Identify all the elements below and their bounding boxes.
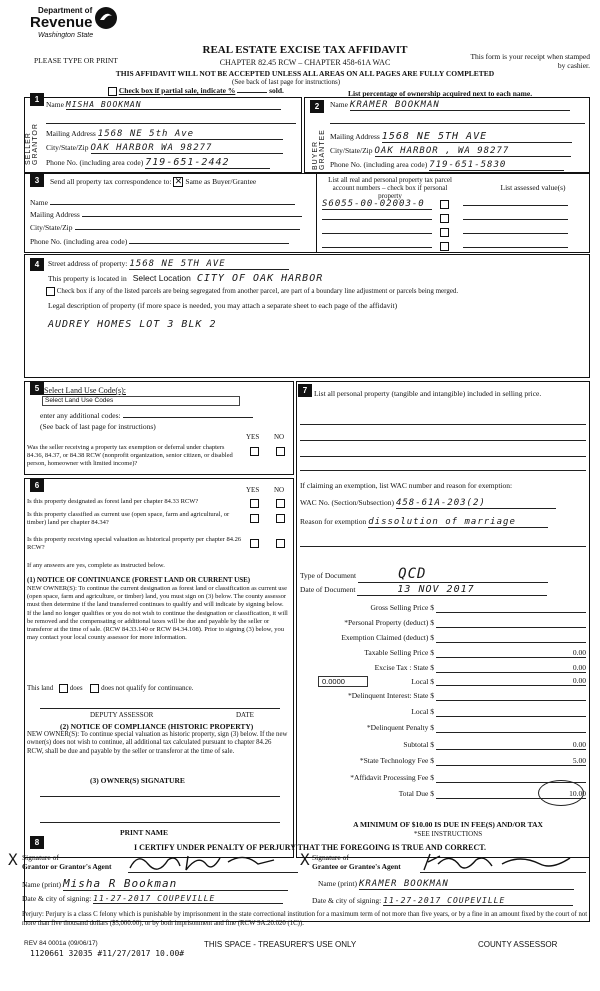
parcel-number[interactable]: S6055-00-02003-0 xyxy=(322,199,432,210)
wac-label: WAC No. (Section/Subsection) xyxy=(300,498,394,507)
parcel-number-4[interactable] xyxy=(322,240,432,248)
corr-mailing-field[interactable] xyxy=(82,209,302,217)
owner-signature-line[interactable] xyxy=(40,796,280,797)
grantee-sig-line2: Grantee or Grantee's Agent xyxy=(312,862,401,871)
grantor-date-label: Date & city of signing: xyxy=(22,894,92,903)
grantor-sig-line2: Grantor or Grantor's Agent xyxy=(22,862,112,871)
see-instructions: *SEE INSTRUCTIONS xyxy=(413,830,483,838)
claiming-label: If claiming an exemption, list WAC number and reason for exemption: xyxy=(300,481,513,490)
grantee-name-label: Name (print) xyxy=(318,879,357,888)
grantor-x-mark: X xyxy=(8,850,19,869)
seller-city-value[interactable]: OAK HARBOR WA 98277 xyxy=(91,143,283,154)
located-label: This property is located in xyxy=(48,274,127,283)
seller-name-value[interactable]: MISHA BOOKMAN xyxy=(66,100,281,110)
wac-value[interactable]: 458-61A-203(2) xyxy=(396,498,556,509)
q2-yes-checkbox[interactable] xyxy=(250,514,259,523)
local-value[interactable]: 0.00 xyxy=(436,676,586,686)
located-row xyxy=(48,273,323,284)
grantor-signature-label xyxy=(8,850,112,871)
grantor-signature[interactable] xyxy=(128,850,278,874)
doc-date-row xyxy=(300,584,547,596)
seller-phone-row xyxy=(46,157,296,169)
does-not-label: does not qualify for continuance. xyxy=(101,684,194,693)
seller-mailing-row xyxy=(46,129,296,140)
total-label: Total Due $ xyxy=(398,789,434,798)
s5-yes-label: YES xyxy=(246,433,260,441)
doc-type-label: Type of Document xyxy=(300,571,357,580)
deputy-label: DEPUTY ASSESSOR xyxy=(90,711,154,719)
buyer-city-label: City/State/Zip xyxy=(330,146,373,155)
land-use-see-back: (See back of last page for instructions) xyxy=(40,422,156,431)
buyer-mailing-row xyxy=(330,131,585,143)
seller-phone-label: Phone No. (including area code) xyxy=(46,158,144,167)
segregated-checkbox[interactable] xyxy=(46,287,55,296)
s6-q3: Is this property receiving special valuation as historical property per chapter 84.26 RCW? xyxy=(27,536,242,551)
located-value: CITY OF OAK HARBOR xyxy=(196,273,324,284)
doc-date-value[interactable]: 13 NOV 2017 xyxy=(357,584,547,596)
notice1-title: (1) NOTICE OF CONTINUANCE (FOREST LAND OR CURRENT USE) xyxy=(27,576,251,584)
grantor-sig-line1: Signature of xyxy=(22,853,59,862)
perjury-note: Perjury: Perjury is a class C felony which is punishable by imprisonment in the state correctional institution for a maximum term of not more than five years, or by a fine in an amount fixed by the court of not more than five thousand dollars ($5,000.00), or by both imprisonment and fine (RCW 9A.20.020 (1C)). xyxy=(22,911,588,927)
revenue-swirl-icon xyxy=(94,6,118,30)
print-name-line[interactable] xyxy=(40,822,280,823)
street-row xyxy=(48,259,289,270)
form-warning: THIS AFFIDAVIT WILL NOT BE ACCEPTED UNLESS ALL AREAS ON ALL PAGES ARE FULLY COMPLETED xyxy=(115,69,495,78)
segregated-label: Check box if any of the listed parcels are being segregated from another parcel, are part of a boundary line adjustment or parcels being merged. xyxy=(56,287,459,296)
exemption-label: Exemption Claimed (deduct) $ xyxy=(341,633,434,642)
agency-line1: Department of xyxy=(38,6,93,15)
form-title: REAL ESTATE EXCISE TAX AFFIDAVIT xyxy=(202,44,408,56)
grantor-name-value[interactable]: Misha R Bookman xyxy=(63,877,288,891)
delinquent-penalty-value[interactable] xyxy=(436,723,586,733)
see-back-note: (See back of last page for instructions) xyxy=(232,78,341,86)
buyer-phone-row xyxy=(330,160,585,171)
section3-number: 3 xyxy=(30,174,44,187)
buyer-mailing-value[interactable]: 1568 NE 5TH AVE xyxy=(382,131,572,143)
gross-label: Gross Selling Price $ xyxy=(370,603,434,612)
parcel-row-2 xyxy=(322,212,584,223)
buyer-city-value[interactable]: OAK HARBOR , WA 98277 xyxy=(375,146,571,157)
q1-yes-checkbox[interactable] xyxy=(250,499,259,508)
excise-state-value[interactable]: 0.00 xyxy=(436,663,586,673)
personal-label: *Personal Property (deduct) $ xyxy=(344,618,434,627)
delinquent-local-value[interactable] xyxy=(436,707,586,717)
s6-no-label: NO xyxy=(274,486,285,494)
q1-no-checkbox[interactable] xyxy=(276,499,285,508)
seller-name-label: Name xyxy=(46,100,64,109)
parcel-row-4 xyxy=(322,240,584,251)
buyer-name-line2 xyxy=(330,123,585,124)
receipt-note: This form is your receipt when stamped by cashier. xyxy=(470,52,590,70)
parcel-number-3[interactable] xyxy=(322,226,432,234)
send-label: Send all property tax correspondence to: xyxy=(50,177,172,186)
assessed-value-2[interactable] xyxy=(463,212,568,220)
does-not-checkbox[interactable] xyxy=(90,684,99,693)
located-select[interactable]: Select Location xyxy=(132,273,191,283)
print-name-label: PRINT NAME xyxy=(120,828,168,837)
street-value[interactable]: 1568 NE 5TH AVE xyxy=(129,259,289,270)
reason-label: Reason for exemption xyxy=(300,517,367,526)
grantor-date-row xyxy=(22,894,283,904)
seller-phone-value[interactable]: 719-651-2442 xyxy=(145,157,270,169)
partial-sale-label: Check box if partial sale, indicate % xyxy=(118,86,236,95)
seller-city-row xyxy=(46,143,296,154)
section6-box xyxy=(24,478,294,858)
exemption-value[interactable] xyxy=(436,633,586,643)
corr-mailing-row xyxy=(30,209,308,219)
additional-codes-field[interactable] xyxy=(123,410,253,418)
parcel-header: List all real and personal property tax parcel account numbers – check box if personal property xyxy=(328,176,452,200)
grantor-name-label: Name (print) xyxy=(22,880,61,889)
notice2-body: NEW OWNER(S): To continue special valuation as historic property, sign (3) below. If the new owner(s) does not wish to continue, all additional tax calculated pursuant to chapter 84.26 RCW, shall be due and payable by the seller or transferor at the time of sale. xyxy=(27,731,288,755)
section1-number: 1 xyxy=(30,93,44,106)
revenue-logo xyxy=(8,4,118,52)
deputy-line xyxy=(40,708,280,709)
land-use-select-value: Select Land Use Codes xyxy=(45,397,114,404)
owner-signature-label: (3) OWNER(S) SIGNATURE xyxy=(90,776,185,785)
treasurer-note: THIS SPACE - TREASURER'S USE ONLY xyxy=(204,940,357,949)
buyer-city-row xyxy=(330,146,585,157)
additional-codes-label: enter any additional codes: xyxy=(40,411,121,420)
taxable-label: Taxable Selling Price $ xyxy=(364,648,434,657)
does-label: does xyxy=(69,684,83,693)
section8-number: 8 xyxy=(30,836,44,849)
land-use-label: Select Land Use Code(s): xyxy=(44,386,126,395)
reason-row xyxy=(300,517,548,528)
seller-mailing-value[interactable]: 1568 NE 5th Ave xyxy=(98,129,283,140)
assessed-value-1[interactable] xyxy=(463,198,568,206)
buyer-side-label: BUYER GRANTEE xyxy=(312,129,326,170)
affidavit-fee-label: *Affidavit Processing Fee $ xyxy=(350,773,434,782)
delinquent-interest-value[interactable] xyxy=(436,691,586,701)
doc-type-row xyxy=(300,566,548,583)
partial-sale-checkbox[interactable] xyxy=(108,87,117,96)
same-as-buyer-label: Same as Buyer/Grantee xyxy=(185,177,257,186)
corr-phone-label: Phone No. (including area code) xyxy=(30,237,128,246)
corr-name-row xyxy=(30,197,308,207)
rev-number: REV 84 0001a (09/06/17) xyxy=(24,940,98,947)
grantee-name-row xyxy=(318,879,574,890)
assessed-value-3[interactable] xyxy=(463,226,568,234)
same-as-buyer-checkbox[interactable]: ✕ xyxy=(174,177,183,188)
does-checkbox[interactable] xyxy=(59,684,68,693)
delinquent-penalty-label: *Delinquent Penalty $ xyxy=(366,723,434,732)
parcel4-personal-checkbox[interactable] xyxy=(440,242,449,251)
section2-number: 2 xyxy=(310,100,324,113)
corr-city-label: City/State/Zip xyxy=(30,223,73,232)
parcel1-personal-checkbox[interactable] xyxy=(440,200,449,209)
subtotal-value[interactable]: 0.00 xyxy=(436,740,586,750)
seller-side-label: SELLER GRANTOR xyxy=(25,123,39,165)
tech-fee-label: *State Technology Fee $ xyxy=(359,756,434,765)
grantee-date-value[interactable]: 11-27-2017 COUPEVILLE xyxy=(383,896,573,906)
grantor-name-row xyxy=(22,877,288,891)
send-correspondence-row xyxy=(50,177,256,187)
q3-yes-checkbox[interactable] xyxy=(250,539,259,548)
gross-value[interactable] xyxy=(436,603,586,613)
please-type: PLEASE TYPE OR PRINT xyxy=(34,56,118,65)
additional-codes-row xyxy=(40,410,253,420)
total-circle xyxy=(538,780,584,806)
seller-city-label: City/State/Zip xyxy=(46,143,89,152)
corr-mailing-label: Mailing Address xyxy=(30,210,80,219)
corr-city-row xyxy=(30,222,308,232)
section5-number: 5 xyxy=(30,382,44,395)
total-value[interactable]: 10.00 xyxy=(436,789,586,799)
corr-name-label: Name xyxy=(30,198,48,207)
segregated-row xyxy=(46,287,586,296)
tech-fee-value[interactable]: 5.00 xyxy=(436,756,586,766)
county-assessor: COUNTY ASSESSOR xyxy=(478,940,558,949)
s6-q2: Is this property classified as current use (open space, farm and agricultural, or timber) land per chapter 84.34? xyxy=(27,511,230,526)
corr-name-field[interactable] xyxy=(50,197,295,205)
sold-label: sold. xyxy=(269,86,284,95)
minimum-note: A MINIMUM OF $10.00 IS DUE IN FEE(S) AND/OR TAX xyxy=(353,820,543,829)
s6-yes-label: YES xyxy=(246,486,260,494)
corr-city-field[interactable] xyxy=(75,222,300,230)
form-chapter: CHAPTER 82.45 RCW – CHAPTER 458-61A WAC xyxy=(219,58,391,67)
legal-label: Legal description of property (if more space is needed, you may attach a separate sheet to each page of the affidavit) xyxy=(48,301,398,310)
doc-date-label: Date of Document xyxy=(300,585,356,594)
parcel-row-3 xyxy=(322,226,584,237)
grantee-name-value[interactable]: KRAMER BOOKMAN xyxy=(359,879,574,890)
notice1-body: NEW OWNER(S): To continue the current designation as forest land or classification as current use (open space, farm and agriculture, or timber) land, you must sign on (3) below. The county assessor must then determine if the land transferred continues to qualify and will indicate by signing below. If the land no longer qualifies or you do not wish to continue the designation or classification, it will be removed and the compensating or additional taxes will be due and payable by the seller or transferor at the time of sale. (RCW 84.33.140 or RCW 84.34.108). Prior to signing (3) below, you may contact your local county assessor for more information. xyxy=(27,585,288,642)
buyer-phone-value[interactable]: 719-651-5830 xyxy=(429,160,564,171)
buyer-name-row xyxy=(330,100,585,111)
wac-row xyxy=(300,498,556,509)
exemption-question: Was the seller receiving a property tax exemption or deferral under chapters 84.36, 84.37, or 84.38 RCW (nonprofit organization, senior citizen, or disabled person, homeowner with limited income)? xyxy=(27,444,233,467)
continuance-row xyxy=(27,684,193,693)
agency-line3: Washington State xyxy=(38,32,94,39)
local-label: Local $ xyxy=(411,677,434,686)
s6-q1: Is this property designated as forest land per chapter 84.33 RCW? xyxy=(27,498,199,505)
taxable-value[interactable]: 0.00 xyxy=(436,648,586,658)
s5-no-checkbox[interactable] xyxy=(276,447,285,456)
grantee-signature-label xyxy=(300,850,401,871)
seller-name-line2 xyxy=(46,123,296,124)
s5-yes-checkbox[interactable] xyxy=(250,447,259,456)
grantee-x-mark: X xyxy=(300,850,311,869)
corr-phone-row xyxy=(30,236,308,246)
buyer-mailing-label: Mailing Address xyxy=(330,132,380,141)
grantor-date-value[interactable]: 11-27-2017 COUPEVILLE xyxy=(93,894,283,904)
list-pct-note: List percentage of ownership acquired next to each name. xyxy=(348,89,533,98)
seller-name-row xyxy=(46,100,296,110)
subtotal-label: Subtotal $ xyxy=(403,740,434,749)
legal-value[interactable]: AUDREY HOMES LOT 3 BLK 2 xyxy=(48,319,217,330)
section6-number: 6 xyxy=(30,479,44,492)
parcel-number-2[interactable] xyxy=(322,212,432,220)
seller-mailing-label: Mailing Address xyxy=(46,129,96,138)
street-label: Street address of property: xyxy=(48,259,128,268)
delinquent-local-label: Local $ xyxy=(411,707,434,716)
q3-no-checkbox[interactable] xyxy=(276,539,285,548)
section4-number: 4 xyxy=(30,258,44,271)
certify-statement: I CERTIFY UNDER PENALTY OF PERJURY THAT THE FOREGOING IS TRUE AND CORRECT. xyxy=(133,843,486,852)
grantee-date-row xyxy=(312,896,573,906)
delinquent-interest-label: *Delinquent Interest: State $ xyxy=(347,691,434,700)
parcel2-personal-checkbox[interactable] xyxy=(440,214,449,223)
doc-type-value[interactable]: QCD xyxy=(358,566,548,583)
buyer-name-value[interactable]: KRAMER BOOKMAN xyxy=(350,100,570,111)
agency-line2: Revenue xyxy=(30,14,93,31)
personal-property-label: List all personal property (tangible and intangible) included in selling price. xyxy=(314,389,542,398)
excise-state-label: Excise Tax : State $ xyxy=(374,663,434,672)
deputy-date-label: DATE xyxy=(236,711,254,719)
s5-no-label: NO xyxy=(274,433,285,441)
land-use-select[interactable] xyxy=(42,396,240,406)
treasurer-stamp: 1120661 32035 #11/27/2017 10.00# xyxy=(30,949,185,958)
assessed-header: List assessed value(s) xyxy=(500,183,566,192)
corr-phone-field[interactable] xyxy=(129,236,289,244)
notice2-title: (2) NOTICE OF COMPLIANCE (HISTORIC PROPERTY) xyxy=(60,722,254,731)
grantee-signature[interactable] xyxy=(420,850,580,874)
this-land-label: This land xyxy=(27,684,54,693)
buyer-phone-label: Phone No. (including area code) xyxy=(330,160,428,169)
parcel3-personal-checkbox[interactable] xyxy=(440,228,449,237)
grantee-date-label: Date & city of signing: xyxy=(312,896,382,905)
personal-value[interactable] xyxy=(436,618,586,628)
reason-value[interactable]: dissolution of marriage xyxy=(368,517,548,528)
partial-sale-row xyxy=(108,86,284,96)
assessed-value-4[interactable] xyxy=(463,240,568,248)
local-rate-box[interactable]: 0.0000 xyxy=(318,676,368,687)
buyer-name-label: Name xyxy=(330,100,348,109)
q2-no-checkbox[interactable] xyxy=(276,514,285,523)
grantee-sig-line1: Signature of xyxy=(312,853,349,862)
if-yes-note: If any answers are yes, complete as instructed below. xyxy=(27,562,165,569)
parcel-row-1 xyxy=(322,198,584,210)
section7-number: 7 xyxy=(298,384,312,397)
